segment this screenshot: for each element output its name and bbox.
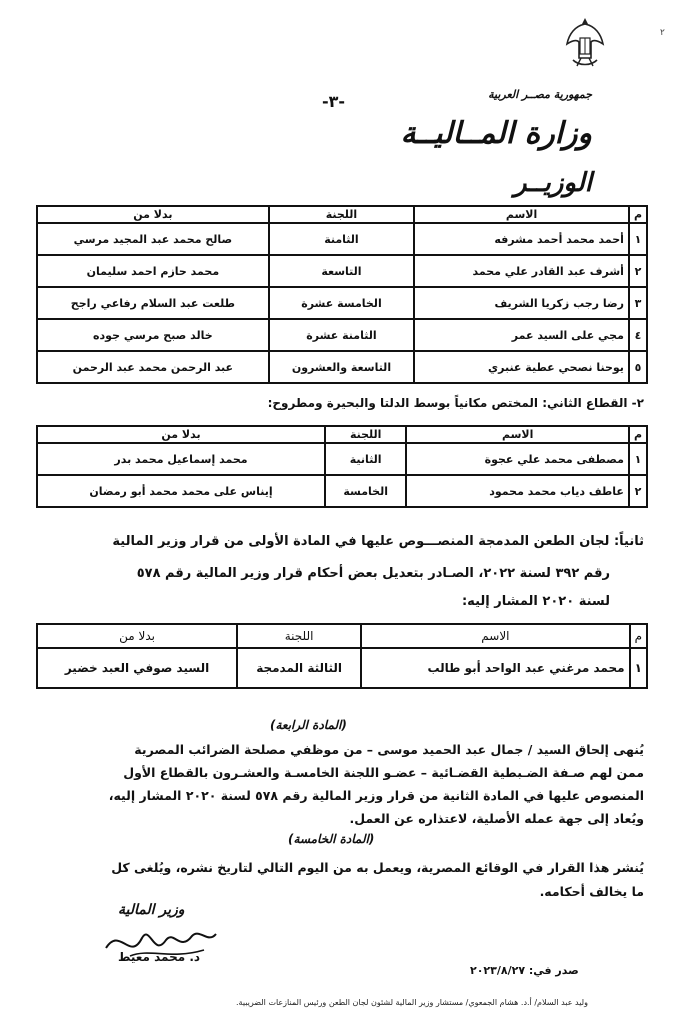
col-num: م [630,624,647,648]
issued-date: صدر في: ٢٠٢٣/٨/٢٧ [470,964,579,977]
eagle-emblem-icon [565,14,605,72]
col-num: م [629,426,647,443]
cell-committee: الخامسة عشرة [269,287,414,319]
table-row [37,223,647,255]
cell-replacing: إيناس على محمد محمد أبو رمضان [37,475,325,507]
article-4-line-4: ويُعاد إلى جهة عمله الأصلية، لاعتذاره عن العمل. [349,811,644,826]
cell-name: رضا رجب زكريا الشريف [414,287,629,319]
section-2-title: ٢- القطاع الثاني: المختص مكانياً بوسط الدلتا والبحيرة ومطروح: [267,396,644,410]
col-name: الاسم [361,624,629,648]
article-4-line-3: المنصوص عليها في المادة الثانية من قرار وزير المالية رقم ٥٧٨ لسنة ٢٠٢٠ المشار إليه، [108,788,644,803]
ministry-title: وزارة المــاليــة [400,116,592,151]
cell-name: أحمد محمد أحمد مشرفه [414,223,629,255]
cell-num: ٤ [629,319,647,351]
cell-name: مجي على السيد عمر [414,319,629,351]
cell-committee: الخامسة [325,475,406,507]
signature-title: وزير المالية [118,902,185,918]
cell-committee: التاسعة [269,255,414,287]
table-row [37,287,647,319]
cell-name: عاطف دياب محمد محمود [406,475,629,507]
cell-replacing: السيد صوفي العبد خضير [37,648,237,688]
cell-name: محمد مرغني عبد الواحد أبو طالب [361,648,629,688]
cell-committee: الثالثة المدمجة [237,648,361,688]
paragraph-2-line-1: ثانياً: لجان الطعن المدمجة المنصـــوص عليها في المادة الأولى من قرار وزير المالية [112,534,644,549]
cell-committee: الثامنة [269,223,414,255]
article-4-title: (المادة الرابعة) [270,718,347,732]
page-corner-mark: ٢ [660,28,665,38]
minister-title: الوزيــر [514,168,592,198]
cell-replacing: عبد الرحمن محمد عبد الرحمن [37,351,269,383]
col-replacing: بدلا من [37,206,269,223]
article-4-line-2: ممن لهم صـفة الضـبطية القضـائية – عضـو اللجنة الخامسـة والعشـرون بالقطاع الأول [123,765,644,780]
table-header-row [37,206,647,223]
committee-table-1 [36,205,648,384]
cell-committee: الثامنة عشرة [269,319,414,351]
cell-replacing: محمد إسماعيل محمد بدر [37,443,325,475]
article-5-line-2: ما يخالف أحكامه. [539,884,644,899]
footer-note: وليد عبد السلام/ أ.د. هشام الجمعوي/ مستشار وزير المالية لشئون لجان الطعن ورئيس المنازعات الضريبية. [236,998,588,1007]
col-replacing: بدلا من [37,624,237,648]
cell-replacing: محمد حازم احمد سليمان [37,255,269,287]
country-name: جمهورية مصــر العربية [488,88,592,101]
cell-replacing: طلعت عبد السلام رفاعي راجح [37,287,269,319]
cell-num: ٢ [629,475,647,507]
table-row [37,475,647,507]
cell-name: مصطفى محمد علي عجوة [406,443,629,475]
table-row [37,255,647,287]
table-row [37,443,647,475]
paragraph-2-line-3: لسنة ٢٠٢٠ المشار إليه: [461,594,610,609]
article-5-title: (المادة الخامسة) [288,832,375,846]
cell-name: أشرف عبد القادر علي محمد [414,255,629,287]
cell-num: ٥ [629,351,647,383]
col-committee: اللجنة [237,624,361,648]
col-committee: اللجنة [269,206,414,223]
table-header-row [37,426,647,443]
cell-num: ١ [630,648,647,688]
col-committee: اللجنة [325,426,406,443]
cell-num: ٢ [629,255,647,287]
article-4-line-1: يُنهى إلحاق السيد / جمال عبد الحميد موسى – من موظفي مصلحة الضرائب المصرية [134,742,644,757]
paragraph-2-line-2: رقم ٣٩٢ لسنة ٢٠٢٢، الصـادر بتعديل بعض أحكام قرار وزير المالية رقم ٥٧٨ [136,566,610,581]
page-number: -٣- [322,92,346,111]
table-row [37,319,647,351]
col-replacing: بدلا من [37,426,325,443]
col-num: م [629,206,647,223]
table-row [37,648,647,688]
table-row [37,351,647,383]
cell-replacing: صالح محمد عبد المجيد مرسي [37,223,269,255]
cell-committee: الثانية [325,443,406,475]
cell-num: ١ [629,443,647,475]
cell-num: ١ [629,223,647,255]
table-header-row [37,624,647,648]
col-name: الاسم [414,206,629,223]
committee-table-2 [36,425,648,508]
signature-name: د. محمد معيط [118,950,201,964]
cell-committee: التاسعة والعشرون [269,351,414,383]
cell-name: يوحنا نصحي عطية عنبري [414,351,629,383]
col-name: الاسم [406,426,629,443]
cell-num: ٣ [629,287,647,319]
article-5-line-1: يُنشر هذا القرار في الوقائع المصرية، ويعمل به من اليوم التالي لتاريخ نشره، ويُلغى كل [111,860,644,875]
committee-table-3 [36,623,648,689]
cell-replacing: خالد صبح مرسي جوده [37,319,269,351]
